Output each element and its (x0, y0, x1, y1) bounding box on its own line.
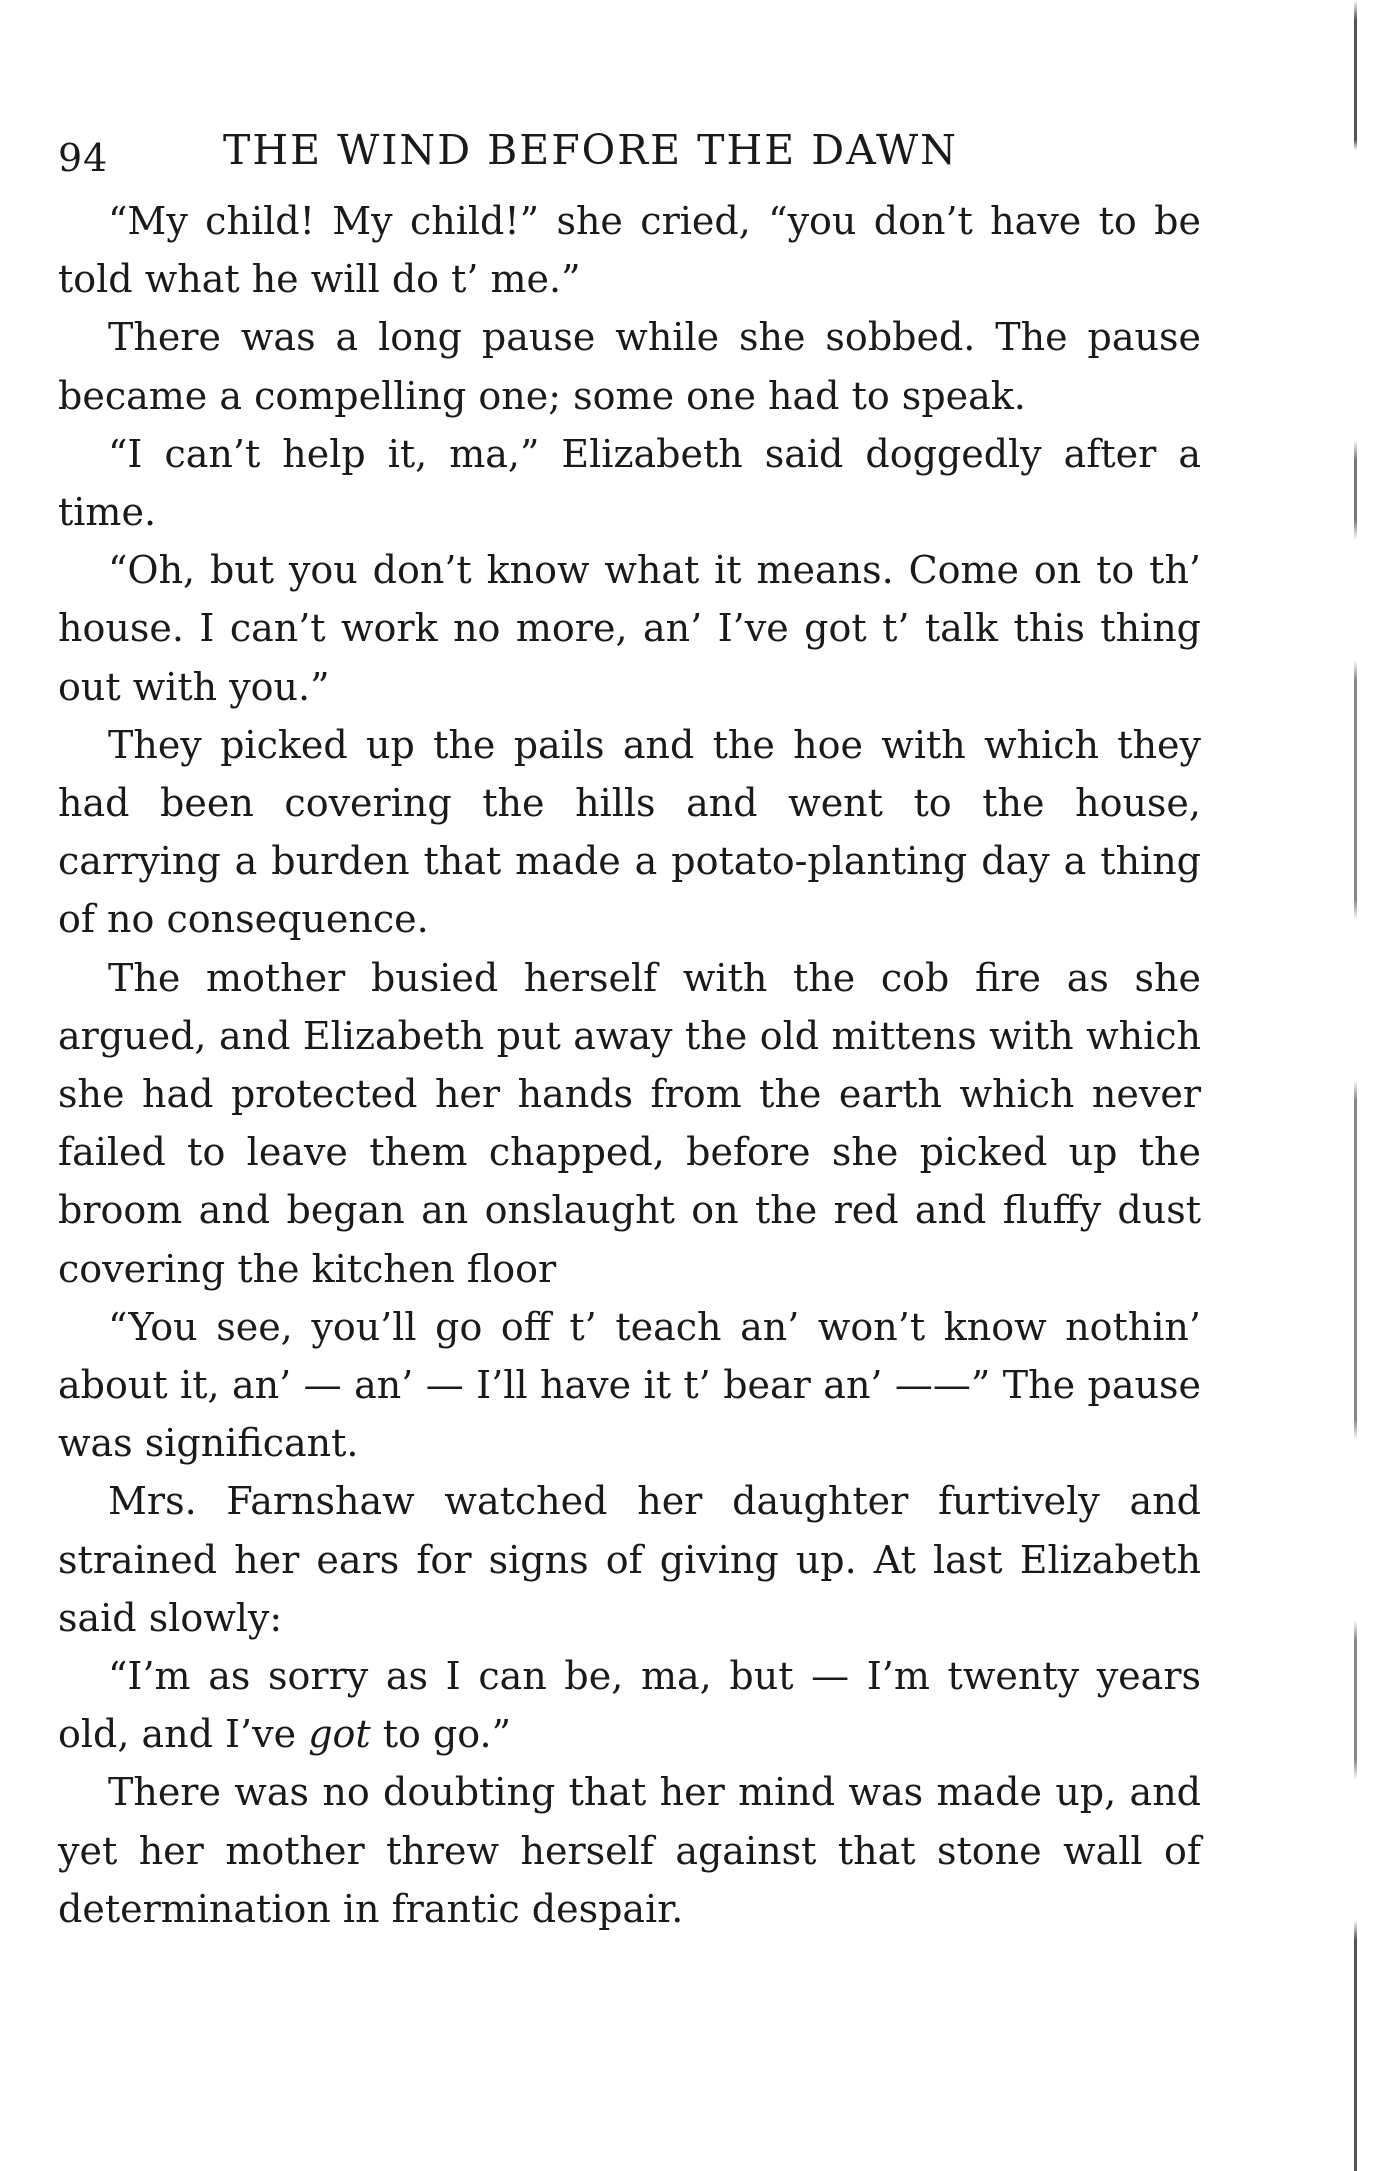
paragraph: “My child! My child!” she cried, “you don’t have to be told what he will do t’ me.” (58, 199, 1201, 302)
book-page (58, 112, 1201, 1938)
emphasis-text: got (308, 1712, 371, 1757)
paragraph: “Oh, but you don’t know what it means. Come on to th’ house. I can’t work no more, an’ I’ve got t’ talk this thing out with you.” (58, 548, 1201, 709)
scan-edge (1354, 0, 1357, 2171)
paragraph: They picked up the pails and the hoe with which they had been covering the hills and went to the house, carrying a burden that made a potato-planting day a thing of no consequence. (58, 722, 1201, 942)
page-header (58, 112, 1201, 192)
paragraph (58, 1647, 1201, 1763)
paragraph-text: “I’m as sorry as I can be, ma, but — I’m twenty years old, and I’ve (58, 1654, 1201, 1757)
page-number: 94 (58, 136, 109, 180)
body-text (58, 192, 1201, 1938)
paragraph: “I can’t help it, ma,” Elizabeth said doggedly after a time. (58, 431, 1201, 535)
running-title: THE WIND BEFORE THE DAWN (223, 126, 959, 174)
paragraph: Mrs. Farnshaw watched her daughter furtively and strained her ears for signs of giving up. At last Elizabeth said slowly: (58, 1479, 1201, 1640)
paragraph-text: to go.” (370, 1712, 512, 1757)
paragraph: There was no doubting that her mind was made up, and yet her mother threw herself against that stone wall of determination in frantic despair. (58, 1770, 1201, 1931)
paragraph: The mother busied herself with the cob fire as she argued, and Elizabeth put away the old mittens with which she had protected her hands from the earth which never failed to leave them chapped, before she picked up the broom and began an onslaught on the red and fluffy dust covering the kitchen floor (58, 955, 1201, 1291)
paragraph: There was a long pause while she sobbed. The pause became a compelling one; some one had to speak. (58, 315, 1201, 418)
paragraph: “You see, you’ll go off t’ teach an’ won’t know nothin’ about it, an’ — an’ — I’ll have it t’ bear an’ ——” The pause was significant. (58, 1304, 1201, 1466)
